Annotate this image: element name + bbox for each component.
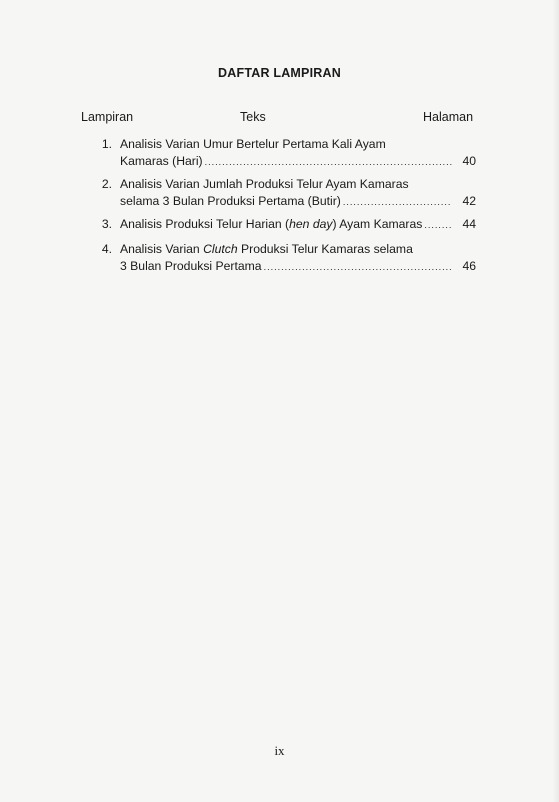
- toc-entry-1[interactable]: [96, 136, 476, 170]
- entry-number: 1.: [101, 137, 112, 151]
- entry-text-post: Produksi Telur Kamaras selama: [237, 242, 413, 256]
- toc-entry-3[interactable]: [96, 216, 476, 233]
- page-number-footer: ix: [274, 743, 285, 758]
- entry-text-pre: Analisis Varian: [120, 242, 204, 256]
- column-header-teks: Teks: [240, 110, 266, 124]
- entry-page-number: 44: [462, 217, 476, 231]
- entry-text-post: ) Ayam Kamaras: [332, 217, 423, 231]
- entry-page-number: 40: [462, 154, 476, 168]
- entry-text-pre: Analisis Produksi Telur Harian (: [120, 217, 290, 231]
- entry-number: 2.: [101, 177, 112, 191]
- toc-entry-4[interactable]: [96, 241, 476, 275]
- entry-text-line: 3 Bulan Produksi Pertama: [120, 259, 262, 273]
- dot-leader: [343, 194, 452, 211]
- entry-text-italic: Clutch: [203, 242, 238, 256]
- column-header-halaman: Halaman: [423, 110, 474, 124]
- entry-page-number: 42: [462, 194, 476, 208]
- toc-entry-2[interactable]: [96, 176, 476, 210]
- entry-text-line: Kamaras (Hari): [120, 154, 203, 168]
- entry-number: 3.: [101, 217, 112, 231]
- dot-leader: [205, 154, 452, 171]
- page-edge-shadow: [553, 0, 559, 802]
- entry-text-italic: hen day: [289, 217, 333, 231]
- entry-text-line: [120, 216, 422, 233]
- entry-text-line: selama 3 Bulan Produksi Pertama (Butir): [120, 194, 341, 208]
- column-header-lampiran: Lampiran: [81, 110, 134, 124]
- entry-text-line: Analisis Varian Jumlah Produksi Telur Ayam Kamaras: [120, 177, 409, 191]
- dot-leader: [264, 259, 452, 276]
- page-title: DAFTAR LAMPIRAN: [218, 66, 341, 80]
- entry-text-line: Analisis Varian Umur Bertelur Pertama Kali Ayam: [120, 137, 386, 151]
- entry-text-line: [120, 241, 476, 258]
- dot-leader: [424, 217, 452, 234]
- entry-page-number: 46: [462, 259, 476, 273]
- entry-number: 4.: [101, 242, 112, 256]
